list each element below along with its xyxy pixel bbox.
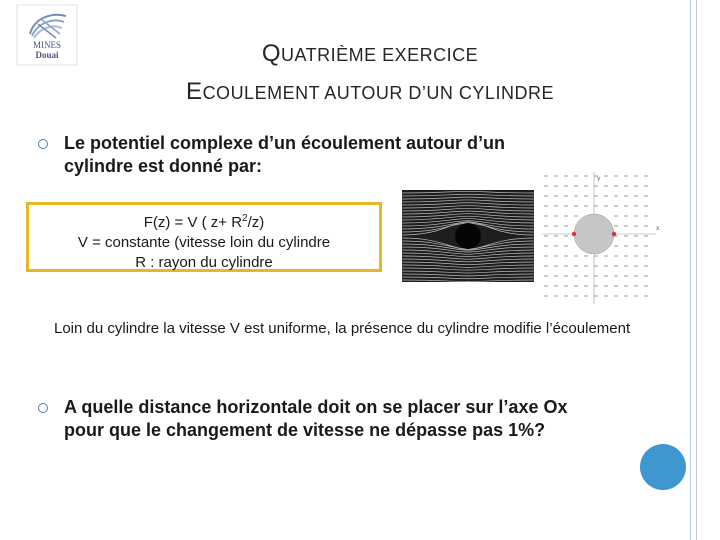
x-axis-label: x [656,225,660,232]
formula-superscript: 2 [242,213,248,224]
bullet-1-text: Le potentiel complexe d’un écoulement autour d’un cylindre est donné par: [64,133,506,176]
title-line-2-initial: E [186,78,203,105]
title-line-1-initial: Q [261,40,281,67]
y-axis-label: y [597,175,601,182]
formula-line-3: R : rayon du cylindre [135,254,273,271]
title-line-1 [80,40,660,68]
vector-field-diagram [538,168,662,308]
bullet-icon [38,139,48,149]
formula-line-1-main: F(z) = V ( z+ R [143,214,243,231]
flow-visualization-image [402,190,534,282]
formula-box [26,202,382,272]
right-border-line [690,0,691,540]
decorative-circle [640,444,686,490]
logo-text [16,40,78,60]
right-border-line-inner [696,0,697,540]
bullet-2-text: A quelle distance horizontale doit on se placer sur l’axe Ox pour que le changement de vitesse ne dépasse pas 1%? [64,397,568,440]
formula-line-1-end: /z) [247,214,265,231]
title-line-2-rest: COULEMENT AUTOUR D’UN CYLINDRE [202,83,554,103]
logo-line-2: Douai [35,50,59,60]
formula-line-2: V = constante (vitesse loin du cylindre [77,234,331,251]
title-line-1-rest: UATRIÈME EXERCICE [280,45,479,65]
bullet-icon-2 [38,403,48,413]
logo-line-1: MINES [32,40,61,50]
formula-line-1 [29,209,379,233]
title-line-2 [80,78,660,106]
explanation-paragraph: Loin du cylindre la vitesse V est uniforme, la présence du cylindre modifie l’écoulement [54,320,631,337]
